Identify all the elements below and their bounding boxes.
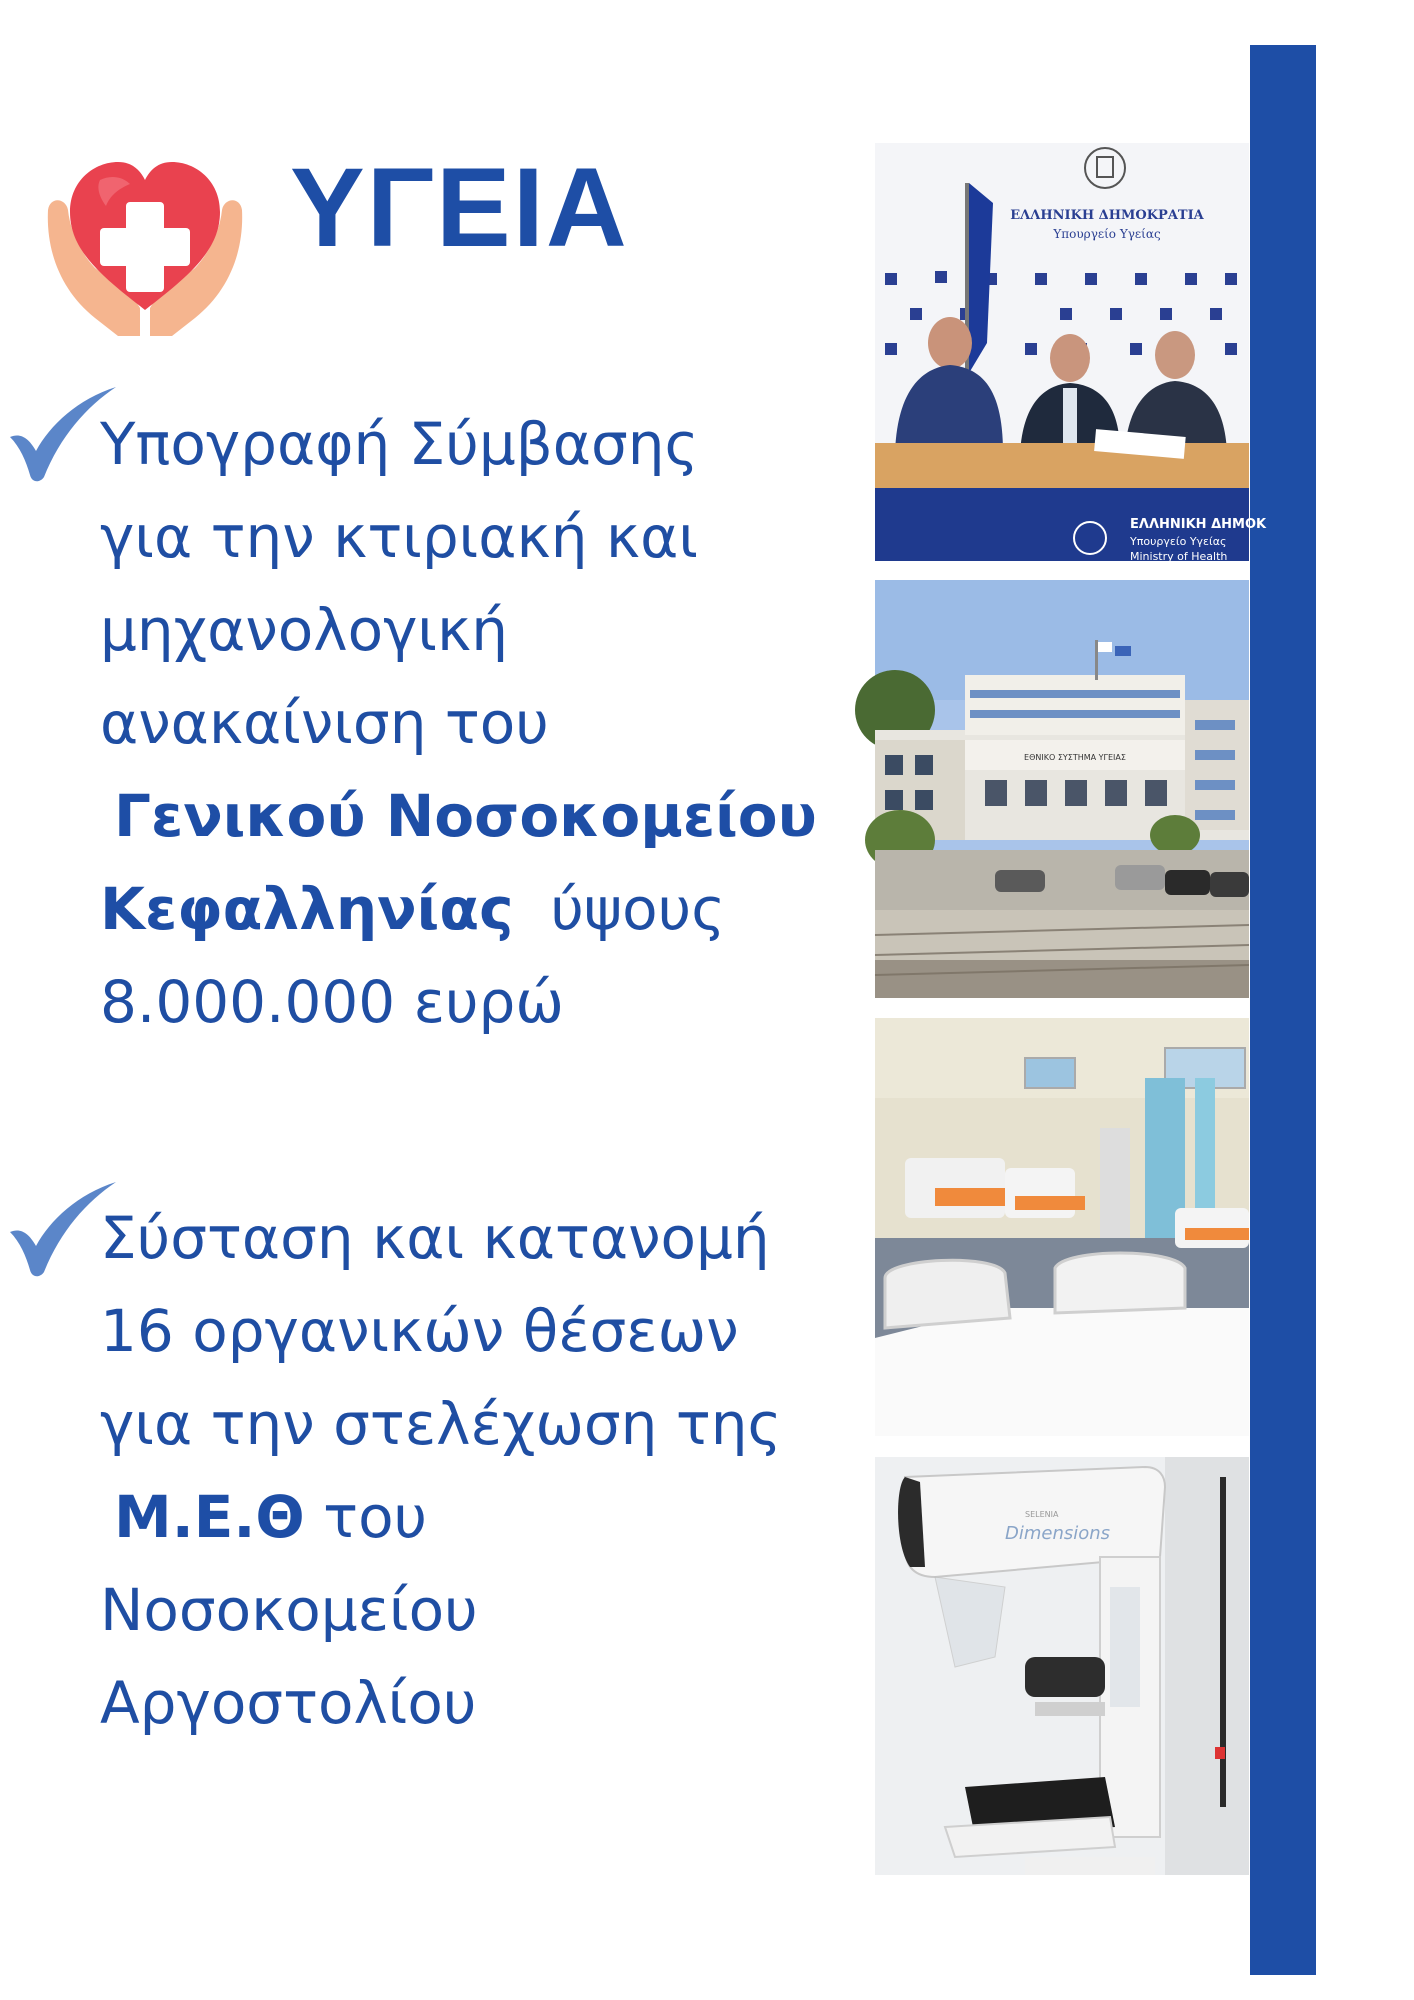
photo-hospital-building <box>875 580 1249 998</box>
section1-line: μηχανολογική <box>100 596 508 664</box>
icu-abbrev-bold: Μ.Ε.Θ <box>114 1483 305 1551</box>
page-title: ΥΓΕΙΑ <box>290 145 629 270</box>
section2-line: Σύσταση και κατανομή <box>100 1204 770 1272</box>
section2-line: Αργοστολίου <box>100 1669 477 1737</box>
section-contract-text <box>100 398 860 1049</box>
photo-icu-room <box>875 1018 1249 1436</box>
section2-line: του <box>323 1483 428 1551</box>
section1-line: ύψους <box>550 875 726 943</box>
photo-contract-signing <box>875 143 1267 563</box>
heart-hands-medical-cross-icon <box>40 140 250 340</box>
desk-english: Ministry of Health <box>1130 550 1228 563</box>
hospital-sign: ΕΘΝΙΚΟ ΣΥΣΤΗΜΑ ΥΓΕΙΑΣ <box>1024 753 1126 762</box>
desk-subtitle: Υπουργείο Υγείας <box>1130 535 1227 548</box>
machine-brand: Dimensions <box>1005 1523 1111 1544</box>
section-icu-text <box>100 1192 860 1750</box>
sign-title: ΕΛΛΗΝΙΚΗ ΔΗΜΟΚΡΑΤΙΑ <box>1010 208 1204 223</box>
section2-line: Νοσοκομείου <box>100 1576 478 1644</box>
section1-line-bold <box>100 770 860 863</box>
section2-line: για την στελέχωση της <box>100 1390 782 1458</box>
photo-mammography-machine <box>875 1457 1249 1875</box>
region-name-bold: Κεφαλληνίας <box>100 875 514 943</box>
desk-title: ΕΛΛΗΝΙΚΗ ΔΗΜΟΚ <box>1130 517 1267 532</box>
section1-line: ανακαίνιση του <box>100 689 549 757</box>
section1-amount: 8.000.000 ευρώ <box>100 968 564 1036</box>
side-accent-bar <box>1250 45 1316 1975</box>
section1-line-mixed <box>100 863 860 956</box>
machine-brand-small: SELENIA <box>1025 1510 1059 1519</box>
section1-line: Υπογραφή Σύμβασης <box>100 410 699 478</box>
section2-line-mixed <box>100 1471 860 1564</box>
sign-subtitle: Υπουργείο Υγείας <box>1053 227 1161 241</box>
hospital-name-bold: Γενικού Νοσοκομείου <box>114 782 817 850</box>
section2-line: 16 οργανικών θέσεων <box>100 1297 739 1365</box>
section1-line: για την κτιριακή και <box>100 503 698 571</box>
